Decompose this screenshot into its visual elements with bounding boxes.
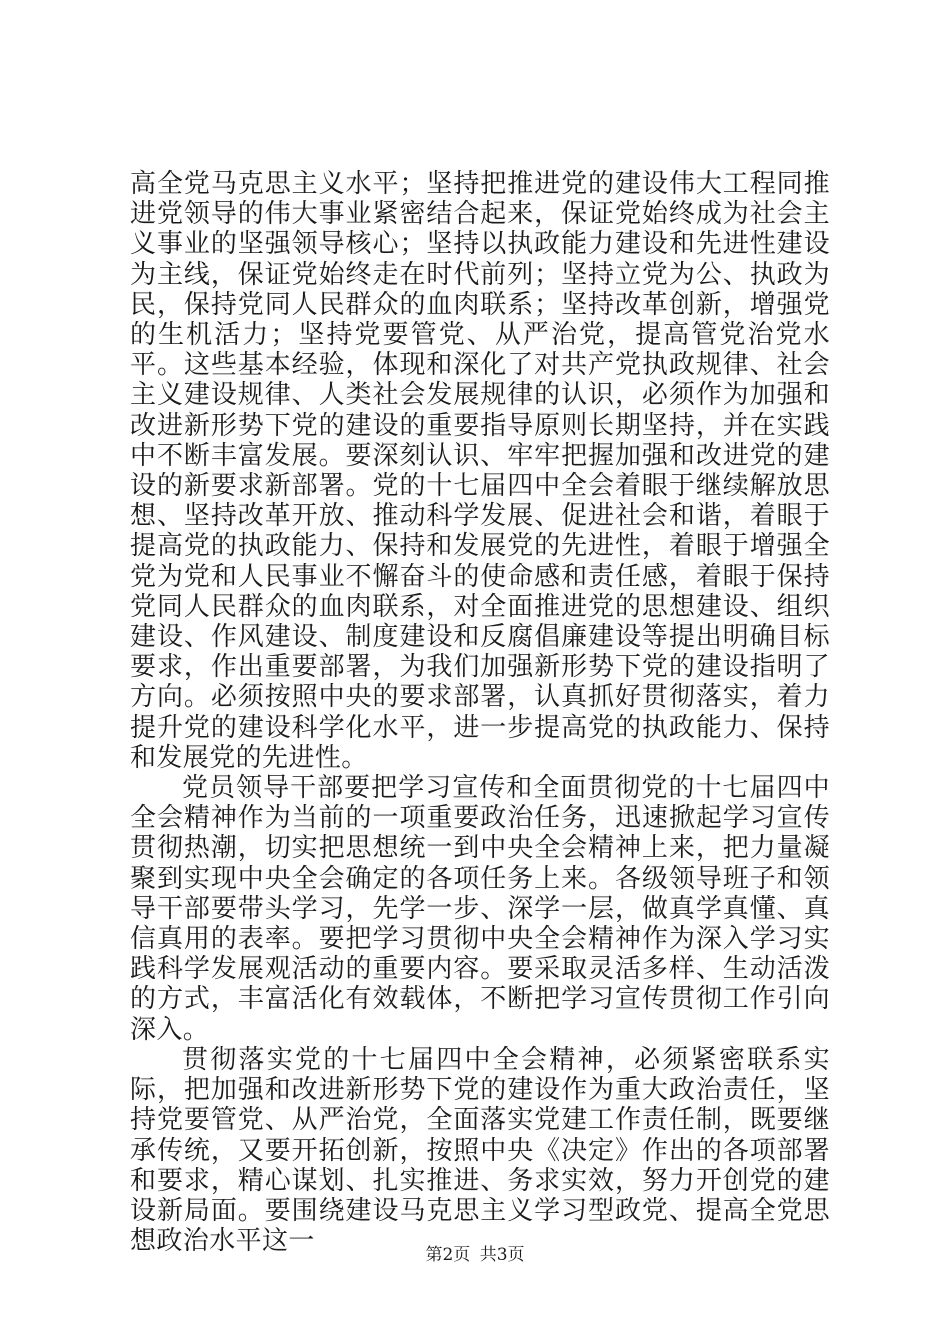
paragraph-2: 党员领导干部要把学习宣传和全面贯彻党的十七届四中全会精神作为当前的一项重要政治任务，迅速掀起学习宣传贯彻热潮，切实把思想统一到中央全会精神上来，把力量凝聚到实现中央全会确定的各项任务上来。各级领导班子和领导干部要带头学习，先学一步、深学一层，做真学真懂、真信真用的表率。要把学习贯彻中央全会精神作为深入学习实践科学发展观活动的重要内容。要采取灵活多样、生动活泼的方式，丰富活化有效载体，不断把学习宣传贯彻工作引向深入。: [130, 773, 830, 1045]
paragraph-1: 高全党马克思主义水平；坚持把推进党的建设伟大工程同推进党领导的伟大事业紧密结合起来，保证党始终成为社会主义事业的坚强领导核心；坚持以执政能力建设和先进性建设为主线，保证党始终走在时代前列；坚持立党为公、执政为民，保持党同人民群众的血肉联系；坚持改革创新，增强党的生机活力；坚持党要管党、从严治党，提高管党治党水平。这些基本经验，体现和深化了对共产党执政规律、社会主义建设规律、人类社会发展规律的认识，必须作为加强和改进新形势下党的建设的重要指导原则长期坚持，并在实践中不断丰富发展。要深刻认识、牢牢把握加强和改进党的建设的新要求新部署。党的十七届四中全会着眼于继续解放思想、坚持改革开放、推动科学发展、促进社会和谐，着眼于提高党的执政能力、保持和发展党的先进性，着眼于增强全党为党和人民事业不懈奋斗的使命感和责任感，着眼于保持党同人民群众的血肉联系，对全面推进党的思想建设、组织建设、作风建设、制度建设和反腐倡廉建设等提出明确目标要求，作出重要部署，为我们加强新形势下党的建设指明了方向。必须按照中央的要求部署，认真抓好贯彻落实，着力提升党的建设科学化水平，进一步提高党的执政能力、保持和发展党的先进性。: [130, 169, 830, 773]
page-footer: [0, 1244, 950, 1266]
paragraph-3: 贯彻落实党的十七届四中全会精神，必须紧密联系实际，把加强和改进新形势下党的建设作为重大政治责任，坚持党要管党、从严治党，全面落实党建工作责任制，既要继承传统，又要开拓创新，按照中央《决定》作出的各项部署和要求，精心谋划、扎实推进、务求实效，努力开创党的建设新局面。要围绕建设马克思主义学习型政党、提高全党思想政治水平这一: [130, 1044, 830, 1257]
page-total: 共3页: [479, 1245, 525, 1265]
document-body: [130, 169, 830, 1256]
page-number: 第2页: [425, 1245, 471, 1265]
